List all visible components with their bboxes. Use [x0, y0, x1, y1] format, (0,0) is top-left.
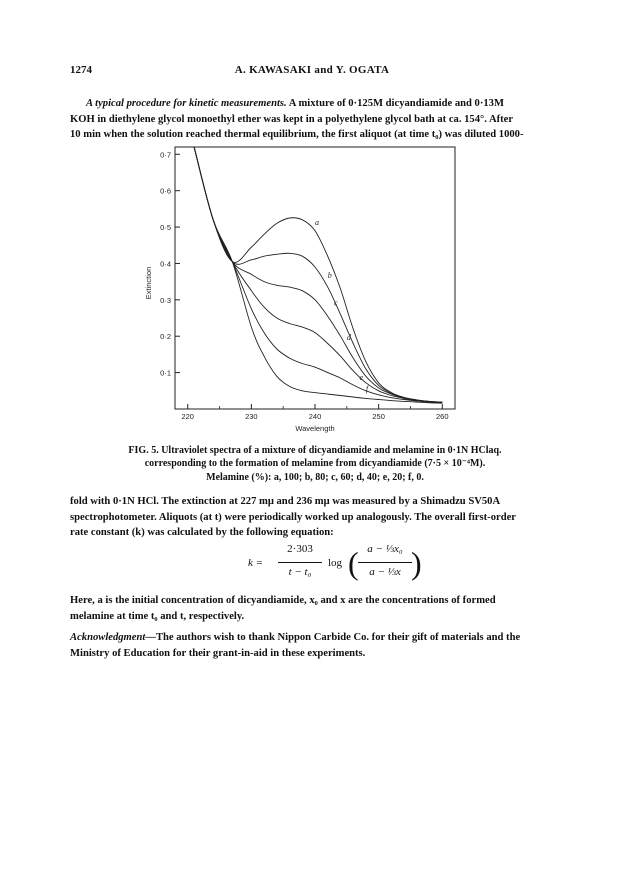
- procedure-line1: A mixture of 0·125M dicyandiamide and 0·13M: [288, 98, 504, 109]
- eq-log: log: [328, 557, 343, 569]
- acknowledgment: [70, 630, 560, 661]
- eq-fraction-bar: [278, 562, 322, 563]
- ack-heading: Acknowledgment: [70, 632, 146, 643]
- x-tick-label: 250: [372, 412, 385, 421]
- page-number: 1274: [70, 64, 92, 76]
- caption-line2: corresponding to the formation of melamine from dicyandiamide (7·5 × 10⁻⁴M).: [144, 458, 486, 470]
- eq-inner-bar: [358, 562, 412, 563]
- eq-inner-bottom: a − ⅓x: [369, 566, 401, 578]
- figure-caption: [80, 444, 550, 484]
- eq-inner-top: a − ⅓x₀: [367, 543, 403, 555]
- chart-axes: [175, 147, 455, 409]
- spectrum-curve-c: [194, 147, 442, 402]
- definitions-line1: Here, a is the initial concentration of dicyandiamide, x₀ and x are the concentrations of formed: [70, 595, 496, 606]
- chart-labels: [144, 150, 449, 433]
- x-axis-label: Wavelength: [295, 424, 335, 433]
- procedure-line2: KOH in diethylene glycol monoethyl ether was kept in a polyethylene glycol bath at ca. 154°. After: [70, 113, 514, 125]
- y-tick-label: 0·6: [160, 186, 171, 196]
- curve-label-f: f: [365, 384, 369, 394]
- x-tick-label: 240: [308, 412, 322, 421]
- spectrum-curve-e: [194, 147, 442, 403]
- caption-line1: FIG. 5. Ultraviolet spectra of a mixture of dicyandiamide and melamine in 0·1N HClaq.: [128, 445, 502, 456]
- spectrum-curve-a: [194, 147, 442, 402]
- running-head-authors: A. KAWASAKI and Y. OGATA: [234, 64, 390, 76]
- procedure-line3: 10 min when the solution reached thermal equilibrium, the first aliquot (at time t₀) was diluted 1000-: [70, 129, 524, 141]
- x-tick-label: 230: [245, 412, 258, 421]
- y-tick-label: 0·2: [160, 332, 171, 342]
- uv-spectra-figure: [135, 132, 465, 444]
- definitions-line2: melamine at time t₀ and t, respectively.: [70, 610, 245, 622]
- curve-label-c: c: [334, 298, 338, 308]
- x-tick-label: 260: [436, 412, 449, 421]
- eq-lhs: k =: [248, 557, 264, 569]
- curve-label-e: e: [359, 372, 364, 382]
- eq-numerator: 2·303: [287, 543, 313, 555]
- x-tick-label: 220: [181, 412, 194, 421]
- ack-line1: —The authors wish to thank Nippon Carbide Co. for their gift of materials and the: [145, 632, 521, 643]
- procedure-heading: A typical procedure for kinetic measurements.: [86, 98, 287, 109]
- curve-label-d: d: [346, 332, 351, 342]
- measurement-line1: fold with 0·1N HCl. The extinction at 227 mμ and 236 mμ was measured by a Shimadzu SV50A: [70, 496, 501, 507]
- ack-line2: Ministry of Education for their grant-in-aid in these experiments.: [70, 647, 366, 659]
- curve-label-a: a: [315, 218, 319, 228]
- eq-denominator: t − t₀: [288, 566, 312, 578]
- caption-line3: Melamine (%): a, 100; b, 80; c, 60; d, 40; e, 20; f, 0.: [206, 471, 424, 483]
- spectrum-curve-d: [194, 147, 442, 402]
- y-tick-label: 0·7: [160, 150, 171, 160]
- y-tick-label: 0·1: [160, 368, 171, 378]
- eq-paren-left: (: [348, 545, 359, 581]
- paragraph-measurement: [70, 494, 560, 541]
- y-tick-label: 0·4: [160, 259, 171, 269]
- curve-label-b: b: [327, 271, 332, 280]
- eq-paren-right: ): [411, 545, 422, 581]
- y-tick-label: 0·5: [160, 223, 171, 233]
- measurement-line3: rate constant (k) was calculated by the following equation:: [70, 527, 334, 539]
- y-axis-label: Extinction: [144, 266, 153, 300]
- spectrum-curve-f: [194, 147, 442, 403]
- paragraph-definitions: [70, 593, 560, 624]
- chart-series: [194, 147, 442, 403]
- rate-equation: [230, 543, 420, 589]
- spectrum-curve-b: [194, 147, 442, 402]
- measurement-line2: spectrophotometer. Aliquots (at t) were periodically worked up analogously. The overall first-order: [70, 511, 516, 523]
- y-tick-label: 0·3: [160, 295, 171, 305]
- plot-frame: [175, 147, 455, 409]
